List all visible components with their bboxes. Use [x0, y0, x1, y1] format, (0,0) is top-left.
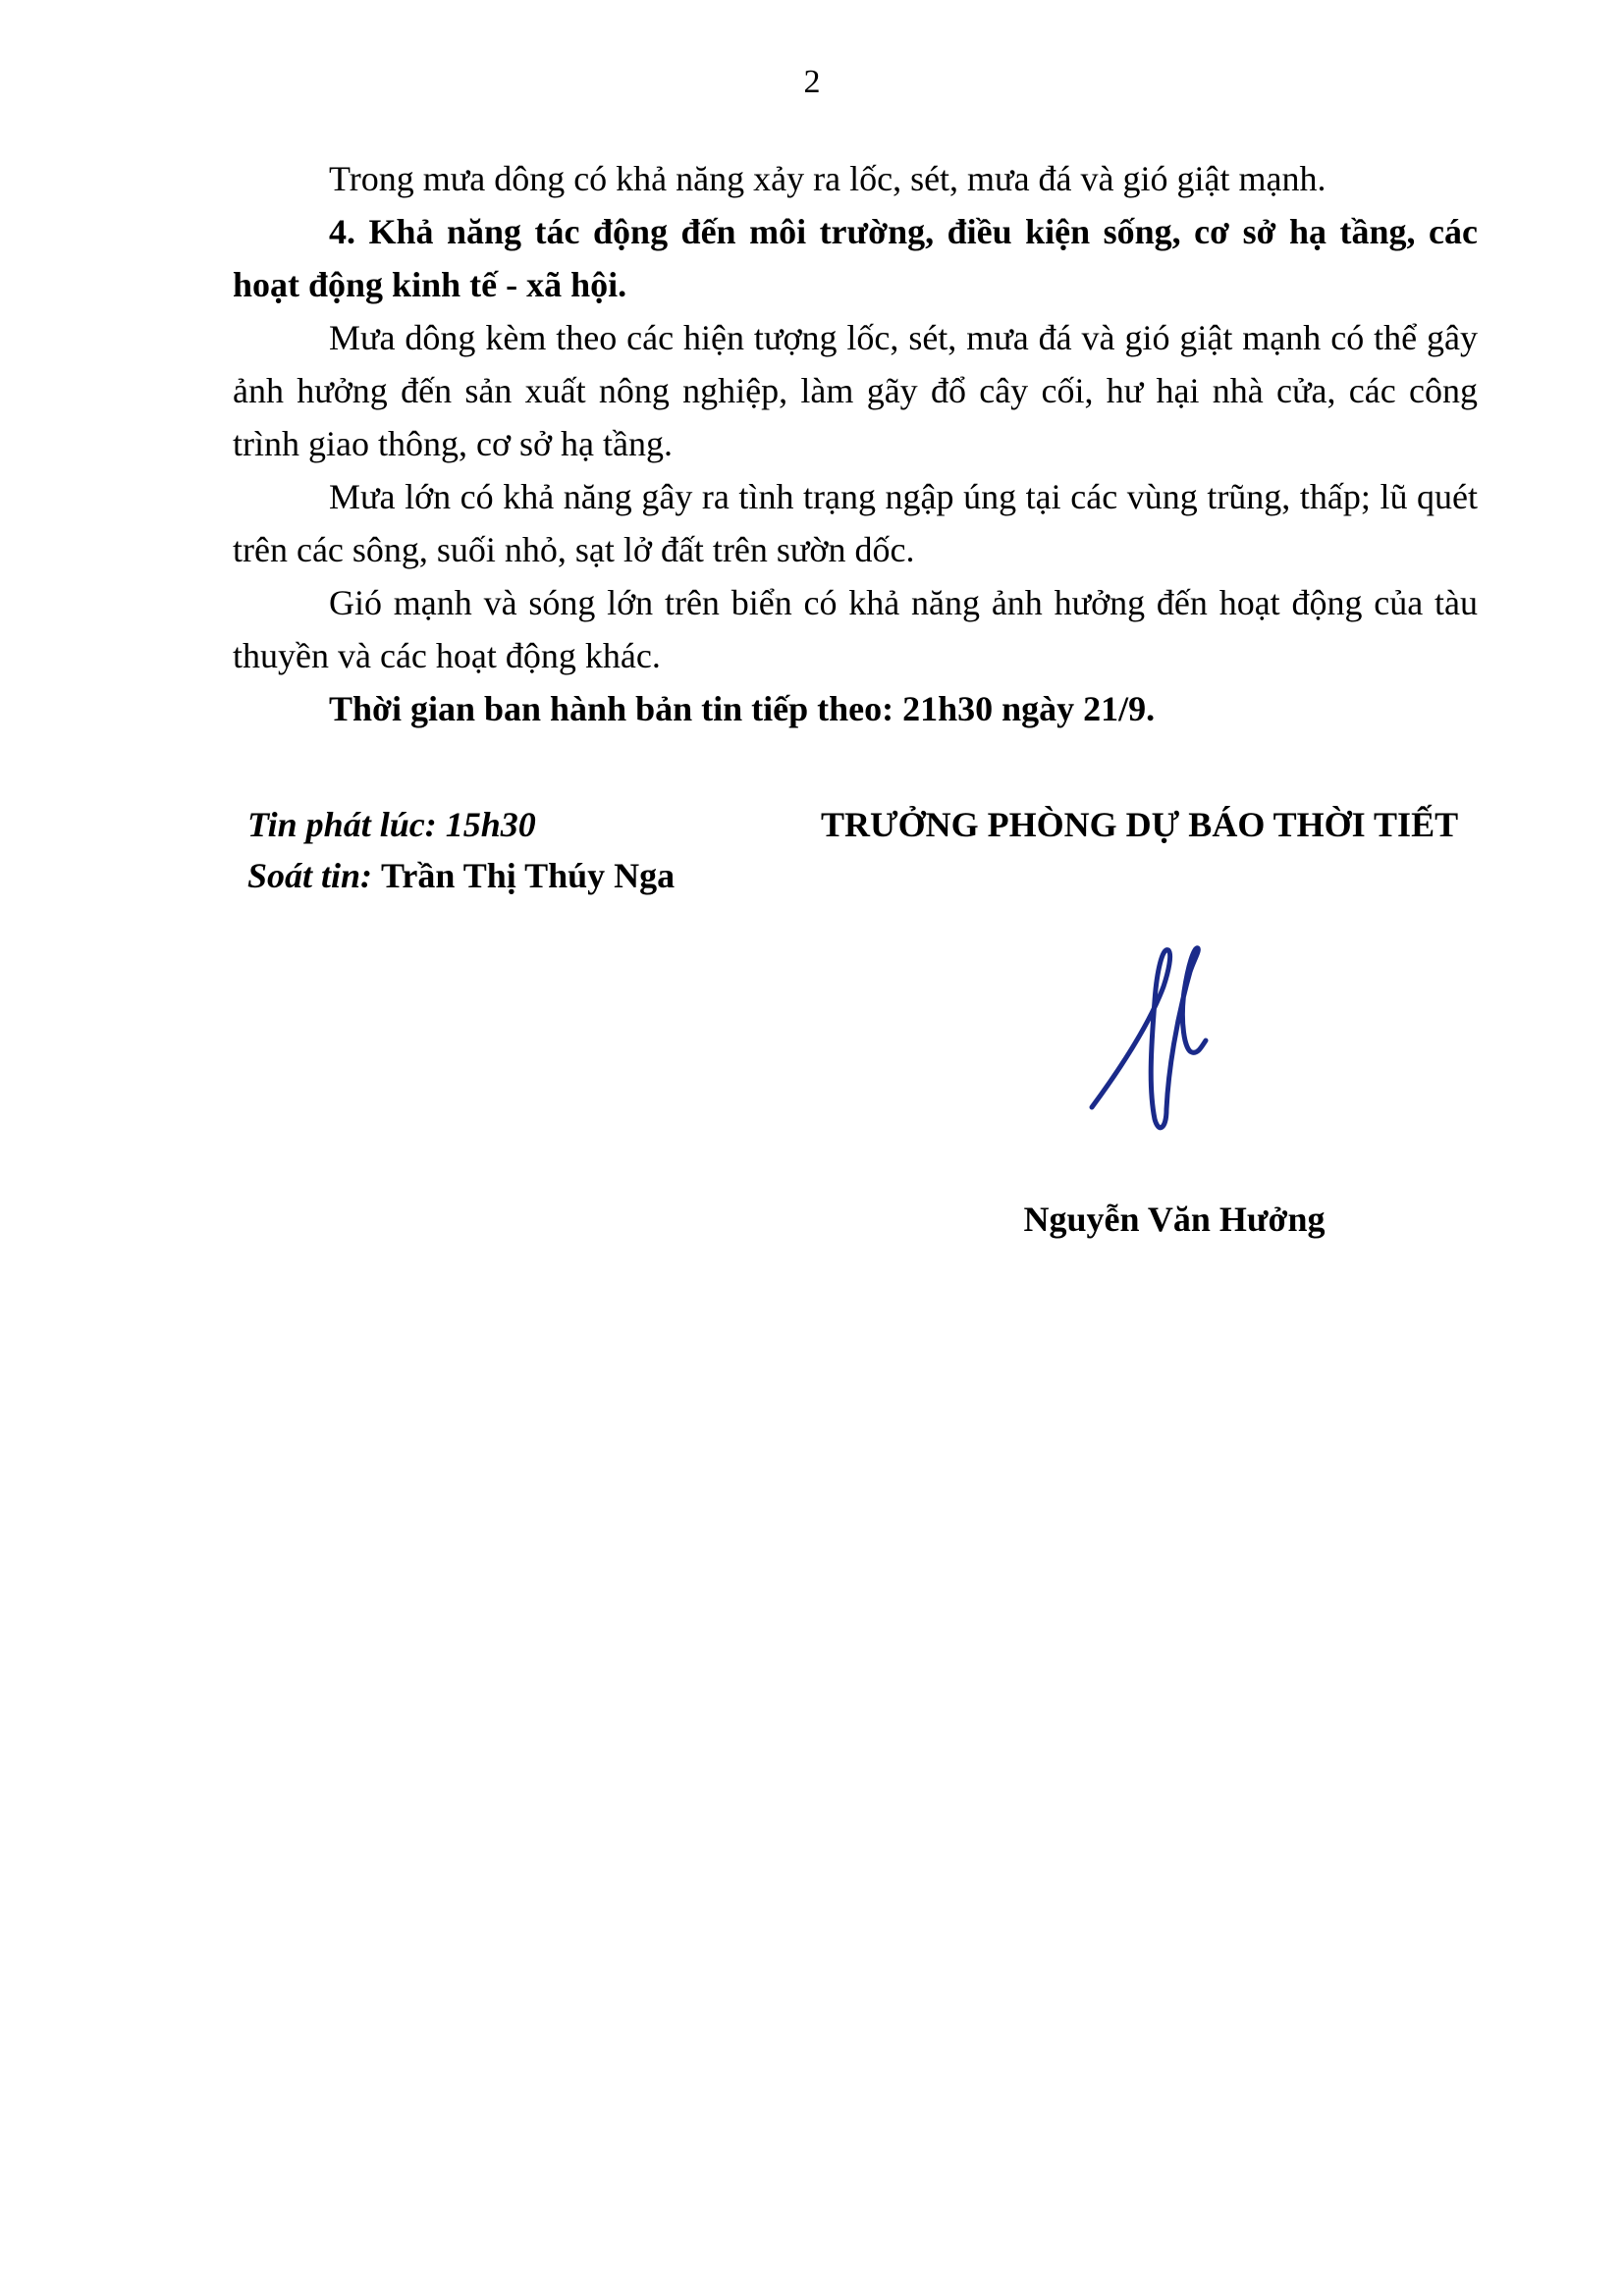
- signer-title: TRƯỞNG PHÒNG DỰ BÁO THỜI TIẾT: [821, 805, 1459, 844]
- issue-info: [247, 799, 675, 901]
- bulletin-body: [233, 152, 1478, 735]
- checked-by-line: [247, 850, 675, 901]
- checked-by-label: Soát tin:: [247, 856, 373, 895]
- page-number: 2: [803, 64, 821, 100]
- paragraph-sea-impacts: Gió mạnh và sóng lớn trên biển có khả năng ảnh hưởng đến hoạt động của tàu thuyền và các hoạt động khác.: [233, 583, 1478, 675]
- next-bulletin-time: Thời gian ban hành bản tin tiếp theo: 21h30 ngày 21/9.: [329, 689, 1156, 728]
- signature-stroke: [1092, 948, 1206, 1128]
- checked-by-name: Trần Thị Thúy Nga: [381, 856, 676, 895]
- paragraph-heavy-rain-impacts: Mưa lớn có khả năng gây ra tình trạng ngập úng tại các vùng trũng, thấp; lũ quét trên các sông, suối nhỏ, sạt lở đất trên sườn dốc.: [233, 477, 1478, 569]
- issued-time: Tin phát lúc: 15h30: [247, 805, 536, 844]
- section-heading-impacts: 4. Khả năng tác động đến môi trường, điều kiện sống, cơ sở hạ tầng, các hoạt động kinh tế - xã hội.: [233, 212, 1478, 304]
- paragraph-thunderstorm-impacts: Mưa dông kèm theo các hiện tượng lốc, sét, mưa đá và gió giật mạnh có thể gây ảnh hưởng đến sản xuất nông nghiệp, làm gãy đổ cây cối, hư hại nhà cửa, các công trình giao thông, cơ sở hạ tầng.: [233, 318, 1478, 463]
- signature-mark: [1070, 933, 1247, 1148]
- signer-name: Nguyễn Văn Hưởng: [1023, 1200, 1326, 1239]
- paragraph-thunderstorm-hazards: Trong mưa dông có khả năng xảy ra lốc, sét, mưa đá và gió giật mạnh.: [329, 159, 1326, 198]
